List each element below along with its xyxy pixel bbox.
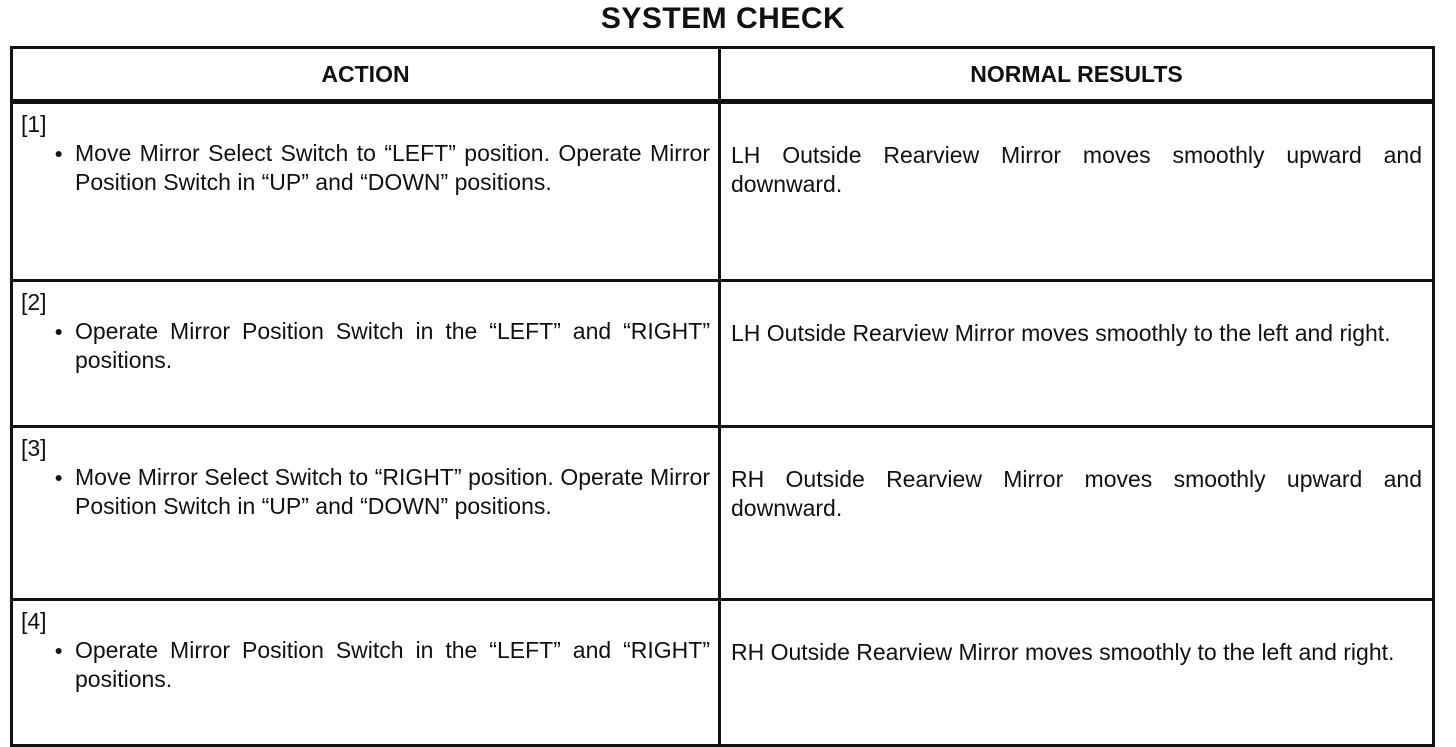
table-row: [12, 427, 1434, 600]
result-cell: LH Outside Rearview Mirror moves smoothly to the left and right.: [720, 281, 1434, 427]
table-row: [12, 102, 1434, 281]
table-row: [12, 600, 1434, 746]
action-text: Operate Mirror Position Switch in the “LEFT” and “RIGHT” positions.: [75, 318, 710, 373]
system-check-table: [10, 46, 1435, 747]
action-text: Operate Mirror Position Switch in the “LEFT” and “RIGHT” positions.: [75, 637, 710, 692]
step-number: [4]: [21, 608, 47, 634]
step-number: [2]: [21, 289, 47, 315]
action-item: [21, 636, 710, 694]
column-header-action: ACTION: [12, 48, 720, 102]
step-number: [3]: [21, 435, 47, 461]
action-item: [21, 139, 710, 197]
bullet-icon: ●: [54, 145, 63, 161]
result-cell: RH Outside Rearview Mirror moves smoothly to the left and right.: [720, 600, 1434, 746]
action-cell: [12, 102, 720, 281]
column-header-results: NORMAL RESULTS: [720, 48, 1434, 102]
step-number: [1]: [21, 111, 47, 137]
action-cell: [12, 427, 720, 600]
action-cell: [12, 281, 720, 427]
result-cell: RH Outside Rearview Mirror moves smoothly upward and downward.: [720, 427, 1434, 600]
action-cell: [12, 600, 720, 746]
action-item: [21, 463, 710, 521]
table-row: [12, 281, 1434, 427]
page-title: SYSTEM CHECK: [600, 2, 846, 35]
table-header-row: [12, 48, 1434, 102]
result-cell: LH Outside Rearview Mirror moves smoothly upward and downward.: [720, 102, 1434, 281]
action-text: Move Mirror Select Switch to “RIGHT” position. Operate Mirror Position Switch in “UP” and “DOWN” positions.: [75, 464, 710, 519]
action-text: Move Mirror Select Switch to “LEFT” position. Operate Mirror Position Switch in “UP” and “DOWN” positions.: [75, 140, 710, 195]
bullet-icon: ●: [54, 642, 63, 658]
bullet-icon: ●: [54, 469, 63, 485]
action-item: [21, 317, 710, 375]
bullet-icon: ●: [54, 323, 63, 339]
